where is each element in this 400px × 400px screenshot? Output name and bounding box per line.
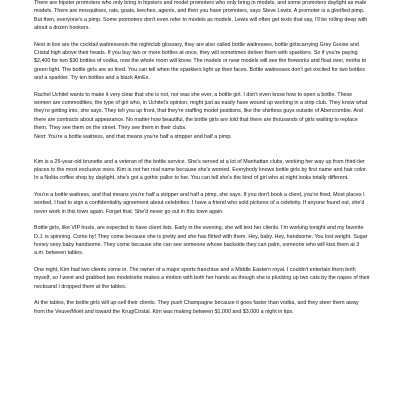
paragraph-client-lists: Bottle girls, like VIP hosts, are expected to have client lists. Early in the evening, she will text her clients. I'm working tonight and my favorite D.J. is spinning. Come by! They come because she is pretty and she has flirted with them. Hey, baby. Hey, handsome. You lost weight. Sugar honey sexy baby handsome. They come because she can see someone whose backside they can palm, someone who will kiss them at 3 a.m. between tables. — [34, 225, 368, 257]
paragraph-gap — [34, 82, 370, 90]
paragraph-up-sell: At the tables, the bottle girls will up-sell their clients. They push Champagne because it goes faster than vodka, and they steer them away from the Veuve/Moët and toward the Krug/Cristal. Kim was making between $1,000 and $3,000 a night in tips. — [34, 300, 359, 315]
paragraph-two-clients: One night, Kim had two clients come in. The owner of a major sports franchise and a Middle Eastern royal. I couldn't entertain them both myself, so I went and grabbed two modelsshe makes a motion with both her hands as though she is plucking up two cats by the napes of their necksand I dropped them at the tables. — [34, 267, 370, 290]
paragraph-kim-intro: Kim is a 26-year-old brunette and a veteran of the bottle service. She's served at a lot of Manhattan clubs, working her way up from third-tier places to the most exclusive ones. Kim is not her real name because she's worried. Everybody knows bottle girls by first name and hair color. In a Nolita coffee shop by daylight, she's got a gothic pallor to her. You can tell she's the kind of girl who at night looks totally different. — [34, 158, 368, 182]
paragraph-rachel-uchitel: Rachel Uchitel wants to make it very clear that she is not, nor was she ever, a bottle girl. I don't even know how to open a bottle. These women are commodities, the type of girl who, in Uchitel's opinion, might just as easily have wound up working in a strip club. They know what they're getting into, she says. They tell you up front, that they're staffing model positions, like the shirtless guys outside of Abercrombie. And there are contracts about appearance. No matter how beautiful, the bottle girls are told that there are thousands of girls waiting to replace them. They see them on the street. They see them in their clubs. — [34, 91, 368, 132]
section-gap — [34, 141, 370, 158]
paragraph-gap — [34, 32, 370, 40]
paragraph-next-line: Next: You're a bottle waitress, and that means you're half a stripper and half a pimp. — [34, 133, 232, 140]
paragraph-gap — [34, 183, 370, 191]
paragraph-gap — [34, 258, 370, 266]
paragraph-cocktail-waitresses: Next in line are the cocktail waitressesin the nightclub glossary, they are also called bottle waitresses, bottle girlscarrying Grey Goose and Cristal high above their heads. If you buy two or more bottles at once, they will sometimes deliver them with sparklers. So if you're paying $2,400 for two $30 bottles of vodka, now the whole room will know. The models or near models will see the fireworks and float over, moths to green light. The bottle girls are so tired. You can tell when the sparklers light up their faces. Bottle waitresses don't get excited for two bottles and a sparkler. Try ten bottles and a black AmEx. — [34, 41, 367, 82]
paragraph-hipster-promoters: There are hipster promoters who only bring in hipsters and model promoters who only bring in models, and some promoters daylight as male models. There are mosquitoes, rats, goats, leeches, agents, and then you have promoters, says Steve Lewis. A promoter is a glorified pimp. But then, everyone's a pimp. Some promoters don't even refer to models as models. Lewis will often get texts that say, I'll be rolling deep with about a dozen hookers. — [34, 0, 368, 32]
paragraph-half-stripper: You're a bottle waitress, and that means you're half a stripper and half a pimp, she says. If you don't book a client, you're fired. Most places I worked, I had to sign a confidentiality agreement about celebrities. I have a friend who sold pictures of a celebrity. If anyone found out, she'd never work in this town again. Forget that. She'd never go out in this town again. — [34, 191, 365, 215]
paragraph-gap — [34, 216, 370, 224]
paragraph-gap — [34, 291, 370, 299]
